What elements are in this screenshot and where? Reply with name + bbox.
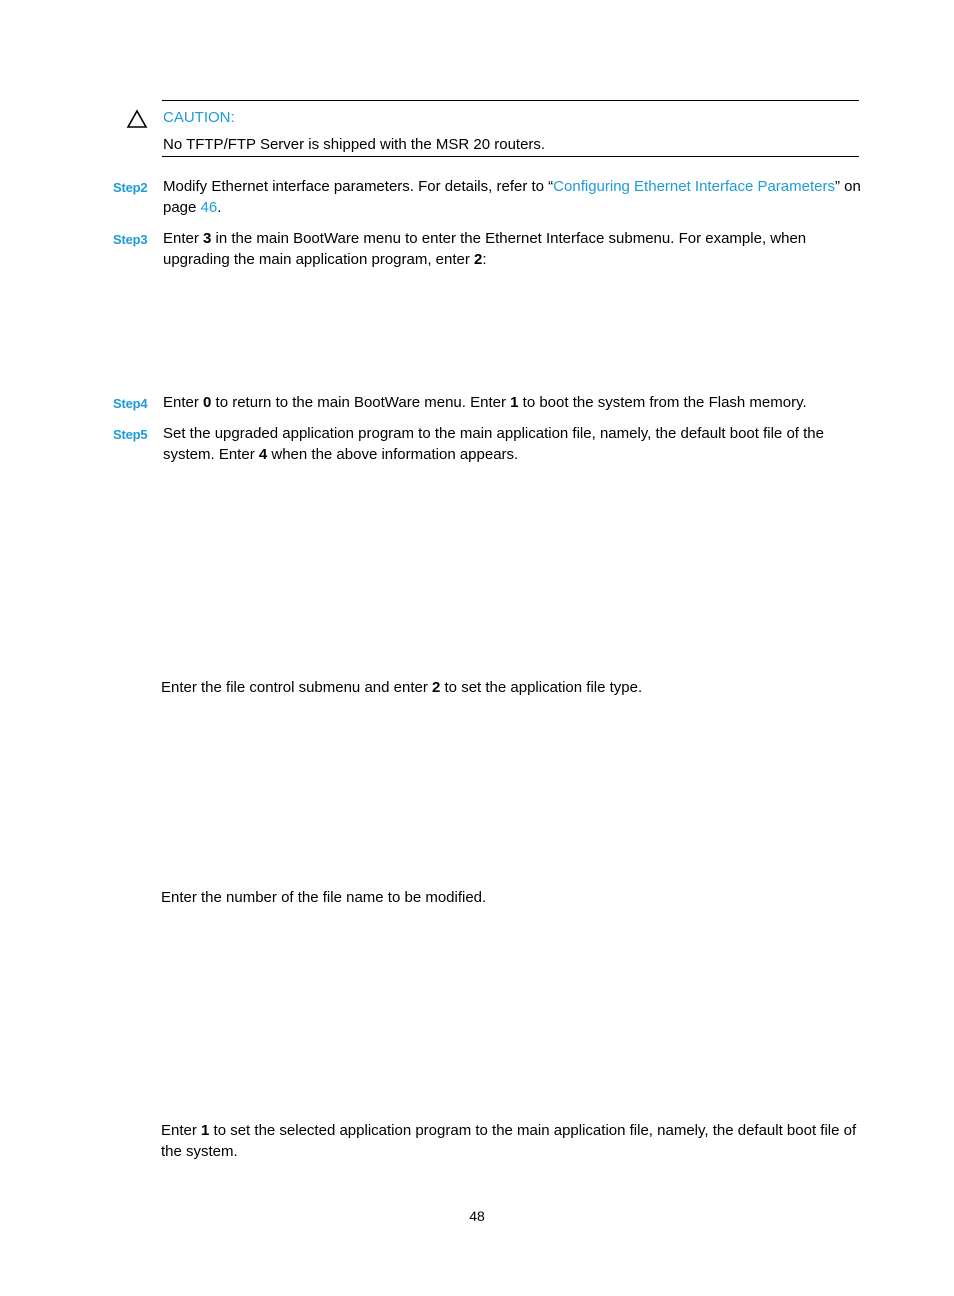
- caution-bottom-rule: [162, 156, 859, 157]
- step5-label: Step5: [113, 427, 148, 442]
- page-46-link[interactable]: 46: [200, 199, 218, 216]
- step3-text: Enter 3 in the main BootWare menu to enter the Ethernet Interface submenu. For example, when upgrading the main application program, enter 2:: [163, 230, 807, 268]
- file-number-paragraph: Enter the number of the file name to be modified.: [161, 889, 487, 906]
- step4-label: Step4: [113, 396, 148, 411]
- step2-label: Step2: [113, 180, 148, 195]
- step2-text: Modify Ethernet interface parameters. For details, refer to “Configuring Ethernet Interface Parameters” on page 46.: [163, 178, 861, 216]
- caution-text: No TFTP/FTP Server is shipped with the MSR 20 routers.: [163, 136, 546, 153]
- step4-text: Enter 0 to return to the main BootWare menu. Enter 1 to boot the system from the Flash memory.: [163, 394, 807, 411]
- page-number: 48: [469, 1208, 485, 1224]
- file-control-paragraph: Enter the file control submenu and enter 2 to set the application file type.: [161, 679, 643, 696]
- caution-triangle-icon: [126, 109, 148, 129]
- caution-top-rule: [162, 100, 859, 101]
- step5-text: Set the upgraded application program to the main application file, namely, the default boot file of the system. Enter 4 when the above information appears.: [163, 425, 824, 463]
- set-main-file-paragraph: Enter 1 to set the selected application program to the main application file, namely, the default boot file of the system.: [161, 1122, 857, 1160]
- caution-label: CAUTION:: [163, 109, 235, 126]
- step3-label: Step3: [113, 232, 148, 247]
- configuring-ethernet-link[interactable]: Configuring Ethernet Interface Parameters: [553, 178, 835, 195]
